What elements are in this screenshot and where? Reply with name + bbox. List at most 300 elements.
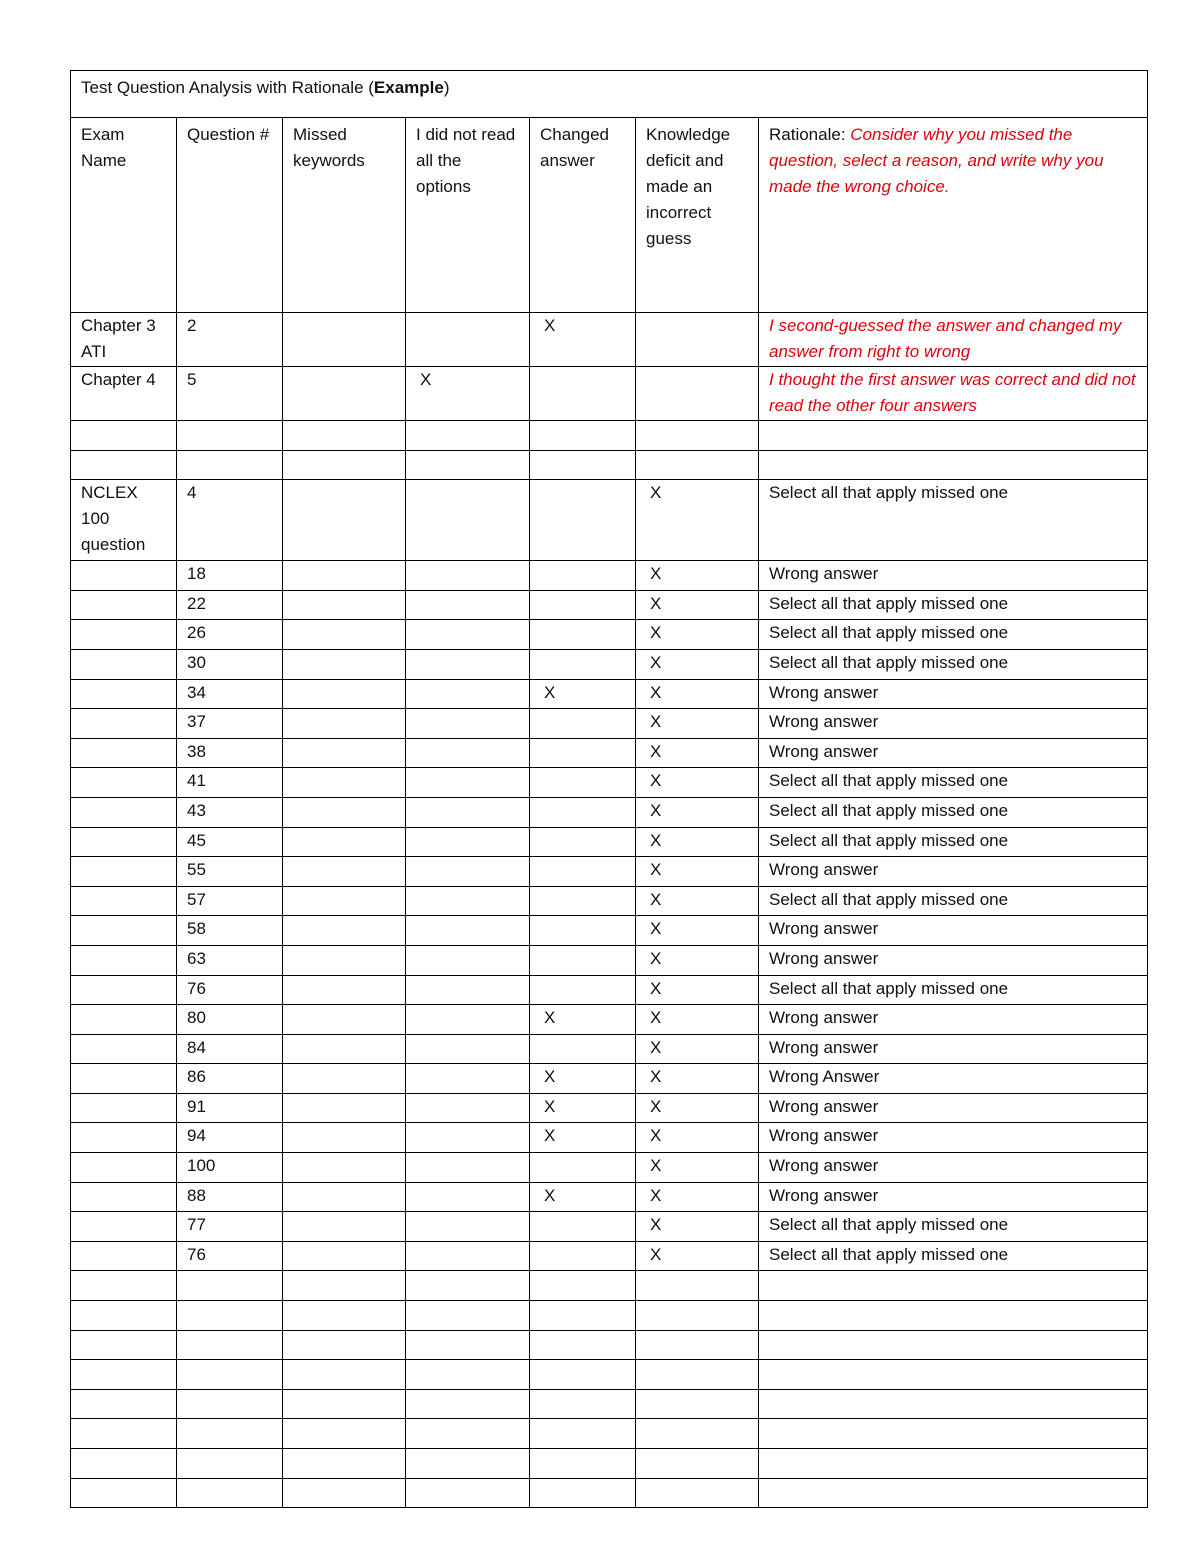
cell-did-not-read	[406, 797, 530, 827]
cell-knowledge-deficit: X	[636, 1064, 759, 1094]
cell-exam-name	[71, 1153, 177, 1183]
table-row	[71, 945, 1148, 975]
cell-rationale: Wrong answer	[759, 857, 1148, 887]
cell-exam-name	[71, 1212, 177, 1242]
cell-missed-keywords	[283, 590, 406, 620]
cell-exam-name	[71, 797, 177, 827]
table-body	[71, 71, 1148, 1508]
cell-knowledge-deficit: X	[636, 945, 759, 975]
cell-exam-name: Chapter 3 ATI	[71, 313, 177, 367]
cell-did-not-read	[406, 590, 530, 620]
cell-changed-answer	[530, 709, 636, 739]
cell-missed-keywords	[283, 857, 406, 887]
table-row	[71, 1182, 1148, 1212]
cell-rationale: Wrong answer	[759, 1093, 1148, 1123]
cell-changed-answer	[530, 738, 636, 768]
cell-knowledge-deficit: X	[636, 768, 759, 798]
cell-changed-answer	[530, 1301, 636, 1331]
cell-changed-answer	[530, 590, 636, 620]
table-row	[71, 1478, 1148, 1508]
cell-exam-name	[71, 679, 177, 709]
cell-knowledge-deficit: X	[636, 827, 759, 857]
cell-did-not-read	[406, 450, 530, 480]
cell-question: 77	[177, 1212, 283, 1242]
cell-knowledge-deficit	[636, 1330, 759, 1360]
cell-exam-name	[71, 916, 177, 946]
cell-did-not-read	[406, 1064, 530, 1094]
cell-did-not-read	[406, 1478, 530, 1508]
cell-rationale	[759, 1301, 1148, 1331]
cell-did-not-read	[406, 1005, 530, 1035]
cell-knowledge-deficit	[636, 450, 759, 480]
header-missed-keywords: Missed keywords	[283, 118, 406, 313]
cell-question: 94	[177, 1123, 283, 1153]
cell-knowledge-deficit	[636, 1301, 759, 1331]
table-row	[71, 313, 1148, 367]
cell-changed-answer	[530, 1212, 636, 1242]
cell-exam-name	[71, 1182, 177, 1212]
table-row	[71, 1123, 1148, 1153]
cell-exam-name	[71, 709, 177, 739]
cell-knowledge-deficit: X	[636, 857, 759, 887]
cell-rationale: Wrong answer	[759, 738, 1148, 768]
cell-rationale: Select all that apply missed one	[759, 649, 1148, 679]
cell-missed-keywords	[283, 945, 406, 975]
cell-did-not-read	[406, 1241, 530, 1271]
cell-did-not-read	[406, 709, 530, 739]
cell-missed-keywords	[283, 421, 406, 451]
table-row	[71, 1153, 1148, 1183]
cell-changed-answer	[530, 561, 636, 591]
cell-changed-answer	[530, 1241, 636, 1271]
cell-knowledge-deficit: X	[636, 975, 759, 1005]
cell-rationale: Select all that apply missed one	[759, 768, 1148, 798]
cell-changed-answer	[530, 975, 636, 1005]
cell-changed-answer	[530, 945, 636, 975]
cell-changed-answer	[530, 1449, 636, 1479]
cell-did-not-read	[406, 679, 530, 709]
cell-question: 43	[177, 797, 283, 827]
cell-did-not-read	[406, 1449, 530, 1479]
cell-exam-name	[71, 1123, 177, 1153]
table-row	[71, 367, 1148, 421]
cell-question: 76	[177, 975, 283, 1005]
cell-question	[177, 1419, 283, 1449]
table-row	[71, 827, 1148, 857]
cell-knowledge-deficit: X	[636, 1123, 759, 1153]
cell-question	[177, 1449, 283, 1479]
cell-missed-keywords	[283, 367, 406, 421]
cell-did-not-read	[406, 1389, 530, 1419]
cell-did-not-read	[406, 827, 530, 857]
cell-changed-answer: X	[530, 1123, 636, 1153]
cell-did-not-read	[406, 768, 530, 798]
cell-did-not-read: X	[406, 367, 530, 421]
cell-changed-answer	[530, 857, 636, 887]
cell-exam-name	[71, 1330, 177, 1360]
cell-missed-keywords	[283, 1034, 406, 1064]
cell-changed-answer	[530, 367, 636, 421]
cell-exam-name	[71, 1034, 177, 1064]
cell-missed-keywords	[283, 1360, 406, 1390]
table-row	[71, 1330, 1148, 1360]
cell-question	[177, 1389, 283, 1419]
cell-missed-keywords	[283, 738, 406, 768]
cell-rationale	[759, 1419, 1148, 1449]
cell-question: 4	[177, 480, 283, 561]
cell-missed-keywords	[283, 1182, 406, 1212]
cell-rationale	[759, 1478, 1148, 1508]
cell-exam-name	[71, 1449, 177, 1479]
cell-exam-name	[71, 1301, 177, 1331]
cell-rationale: Select all that apply missed one	[759, 827, 1148, 857]
cell-exam-name	[71, 827, 177, 857]
table-title	[71, 71, 1148, 118]
table-row	[71, 1064, 1148, 1094]
cell-missed-keywords	[283, 1153, 406, 1183]
cell-missed-keywords	[283, 768, 406, 798]
cell-missed-keywords	[283, 886, 406, 916]
cell-changed-answer	[530, 1330, 636, 1360]
cell-rationale: Wrong answer	[759, 1005, 1148, 1035]
title-suffix: )	[443, 78, 450, 97]
cell-did-not-read	[406, 1093, 530, 1123]
cell-rationale: Wrong answer	[759, 709, 1148, 739]
cell-missed-keywords	[283, 1330, 406, 1360]
cell-did-not-read	[406, 886, 530, 916]
cell-did-not-read	[406, 916, 530, 946]
cell-knowledge-deficit	[636, 313, 759, 367]
cell-did-not-read	[406, 1360, 530, 1390]
cell-missed-keywords	[283, 480, 406, 561]
cell-rationale: I second-guessed the answer and changed my answer from right to wrong	[759, 313, 1148, 367]
table-row	[71, 1360, 1148, 1390]
cell-did-not-read	[406, 620, 530, 650]
cell-did-not-read	[406, 857, 530, 887]
cell-question	[177, 1330, 283, 1360]
cell-question: 30	[177, 649, 283, 679]
cell-missed-keywords	[283, 1419, 406, 1449]
cell-rationale	[759, 421, 1148, 451]
cell-changed-answer	[530, 421, 636, 451]
title-row	[71, 71, 1148, 118]
cell-changed-answer	[530, 886, 636, 916]
rationale-label: Rationale:	[769, 125, 851, 144]
cell-question: 76	[177, 1241, 283, 1271]
cell-rationale	[759, 450, 1148, 480]
table-row	[71, 738, 1148, 768]
cell-question: 55	[177, 857, 283, 887]
cell-question: 2	[177, 313, 283, 367]
cell-question: 22	[177, 590, 283, 620]
cell-knowledge-deficit	[636, 1271, 759, 1301]
table-row	[71, 450, 1148, 480]
cell-question	[177, 1301, 283, 1331]
cell-did-not-read	[406, 421, 530, 451]
cell-changed-answer: X	[530, 679, 636, 709]
cell-question: 86	[177, 1064, 283, 1094]
header-knowledge-deficit: Knowledge deficit and made an incorrect guess	[636, 118, 759, 313]
cell-question: 38	[177, 738, 283, 768]
cell-knowledge-deficit	[636, 367, 759, 421]
cell-missed-keywords	[283, 1389, 406, 1419]
cell-exam-name	[71, 561, 177, 591]
cell-rationale: Select all that apply missed one	[759, 620, 1148, 650]
cell-exam-name: NCLEX 100 question	[71, 480, 177, 561]
cell-missed-keywords	[283, 1301, 406, 1331]
table-row	[71, 886, 1148, 916]
cell-changed-answer: X	[530, 1064, 636, 1094]
cell-rationale: Select all that apply missed one	[759, 975, 1148, 1005]
cell-question	[177, 421, 283, 451]
cell-exam-name	[71, 620, 177, 650]
cell-exam-name	[71, 1064, 177, 1094]
table-row	[71, 421, 1148, 451]
cell-knowledge-deficit: X	[636, 916, 759, 946]
cell-changed-answer	[530, 1153, 636, 1183]
cell-changed-answer	[530, 1360, 636, 1390]
table-row	[71, 561, 1148, 591]
cell-changed-answer	[530, 620, 636, 650]
cell-exam-name	[71, 421, 177, 451]
cell-changed-answer	[530, 1034, 636, 1064]
cell-missed-keywords	[283, 649, 406, 679]
table-row	[71, 590, 1148, 620]
cell-question: 18	[177, 561, 283, 591]
table-row	[71, 1212, 1148, 1242]
cell-exam-name	[71, 738, 177, 768]
cell-missed-keywords	[283, 1271, 406, 1301]
table-row	[71, 768, 1148, 798]
cell-changed-answer	[530, 649, 636, 679]
cell-missed-keywords	[283, 1005, 406, 1035]
cell-knowledge-deficit: X	[636, 1093, 759, 1123]
cell-question: 57	[177, 886, 283, 916]
header-row	[71, 118, 1148, 313]
cell-question: 37	[177, 709, 283, 739]
table-row	[71, 1449, 1148, 1479]
table-row	[71, 916, 1148, 946]
cell-knowledge-deficit: X	[636, 1034, 759, 1064]
cell-exam-name: Chapter 4	[71, 367, 177, 421]
cell-changed-answer: X	[530, 1182, 636, 1212]
cell-missed-keywords	[283, 679, 406, 709]
table-row	[71, 480, 1148, 561]
cell-rationale	[759, 1271, 1148, 1301]
cell-knowledge-deficit: X	[636, 620, 759, 650]
cell-missed-keywords	[283, 916, 406, 946]
cell-knowledge-deficit: X	[636, 709, 759, 739]
cell-rationale: Wrong answer	[759, 945, 1148, 975]
cell-knowledge-deficit: X	[636, 480, 759, 561]
cell-exam-name	[71, 450, 177, 480]
cell-rationale: Select all that apply missed one	[759, 1212, 1148, 1242]
cell-missed-keywords	[283, 1478, 406, 1508]
cell-knowledge-deficit: X	[636, 1005, 759, 1035]
cell-changed-answer	[530, 1271, 636, 1301]
cell-exam-name	[71, 1005, 177, 1035]
cell-missed-keywords	[283, 797, 406, 827]
document-page	[70, 70, 1147, 1508]
table-row	[71, 1301, 1148, 1331]
cell-rationale	[759, 1389, 1148, 1419]
cell-missed-keywords	[283, 1064, 406, 1094]
cell-missed-keywords	[283, 1123, 406, 1153]
cell-exam-name	[71, 975, 177, 1005]
header-question: Question #	[177, 118, 283, 313]
table-row	[71, 975, 1148, 1005]
cell-did-not-read	[406, 561, 530, 591]
cell-did-not-read	[406, 1301, 530, 1331]
cell-rationale: Wrong answer	[759, 561, 1148, 591]
cell-rationale: Select all that apply missed one	[759, 886, 1148, 916]
cell-question	[177, 450, 283, 480]
cell-did-not-read	[406, 1182, 530, 1212]
header-rationale	[759, 118, 1148, 313]
cell-rationale: Select all that apply missed one	[759, 1241, 1148, 1271]
cell-missed-keywords	[283, 561, 406, 591]
cell-question	[177, 1271, 283, 1301]
header-did-not-read: I did not read all the options	[406, 118, 530, 313]
cell-did-not-read	[406, 738, 530, 768]
cell-missed-keywords	[283, 709, 406, 739]
table-row	[71, 1419, 1148, 1449]
cell-did-not-read	[406, 975, 530, 1005]
cell-missed-keywords	[283, 313, 406, 367]
header-exam-name: Exam Name	[71, 118, 177, 313]
cell-exam-name	[71, 945, 177, 975]
cell-rationale: I thought the first answer was correct and did not read the other four answers	[759, 367, 1148, 421]
cell-knowledge-deficit: X	[636, 679, 759, 709]
table-row	[71, 679, 1148, 709]
table-row	[71, 1093, 1148, 1123]
cell-question: 100	[177, 1153, 283, 1183]
title-emphasis: Example	[373, 78, 444, 97]
cell-exam-name	[71, 1271, 177, 1301]
cell-knowledge-deficit: X	[636, 1212, 759, 1242]
cell-knowledge-deficit: X	[636, 738, 759, 768]
table-row	[71, 797, 1148, 827]
cell-question: 45	[177, 827, 283, 857]
cell-exam-name	[71, 649, 177, 679]
table-row	[71, 1389, 1148, 1419]
cell-did-not-read	[406, 1271, 530, 1301]
table-row	[71, 620, 1148, 650]
cell-question: 5	[177, 367, 283, 421]
cell-knowledge-deficit	[636, 421, 759, 451]
cell-missed-keywords	[283, 620, 406, 650]
cell-knowledge-deficit	[636, 1389, 759, 1419]
cell-knowledge-deficit: X	[636, 797, 759, 827]
cell-knowledge-deficit	[636, 1449, 759, 1479]
cell-changed-answer	[530, 916, 636, 946]
cell-missed-keywords	[283, 1241, 406, 1271]
header-changed-answer: Changed answer	[530, 118, 636, 313]
cell-changed-answer: X	[530, 1005, 636, 1035]
cell-question: 84	[177, 1034, 283, 1064]
analysis-table	[70, 70, 1148, 1508]
cell-changed-answer	[530, 480, 636, 561]
table-row	[71, 1271, 1148, 1301]
cell-exam-name	[71, 768, 177, 798]
cell-exam-name	[71, 1389, 177, 1419]
cell-exam-name	[71, 857, 177, 887]
cell-did-not-read	[406, 480, 530, 561]
cell-rationale	[759, 1449, 1148, 1479]
title-prefix: Test Question Analysis with Rationale (	[81, 78, 374, 97]
cell-question	[177, 1360, 283, 1390]
cell-question: 91	[177, 1093, 283, 1123]
cell-knowledge-deficit: X	[636, 590, 759, 620]
cell-knowledge-deficit: X	[636, 1182, 759, 1212]
table-row	[71, 1241, 1148, 1271]
cell-changed-answer	[530, 1389, 636, 1419]
cell-knowledge-deficit	[636, 1419, 759, 1449]
cell-did-not-read	[406, 313, 530, 367]
cell-did-not-read	[406, 945, 530, 975]
cell-did-not-read	[406, 1330, 530, 1360]
cell-did-not-read	[406, 1419, 530, 1449]
cell-changed-answer	[530, 768, 636, 798]
cell-exam-name	[71, 1241, 177, 1271]
cell-missed-keywords	[283, 450, 406, 480]
cell-question: 58	[177, 916, 283, 946]
cell-knowledge-deficit: X	[636, 1241, 759, 1271]
cell-knowledge-deficit: X	[636, 649, 759, 679]
cell-exam-name	[71, 590, 177, 620]
cell-question: 34	[177, 679, 283, 709]
cell-exam-name	[71, 886, 177, 916]
cell-missed-keywords	[283, 827, 406, 857]
cell-rationale: Wrong answer	[759, 1153, 1148, 1183]
cell-question	[177, 1478, 283, 1508]
cell-exam-name	[71, 1360, 177, 1390]
cell-knowledge-deficit: X	[636, 886, 759, 916]
cell-rationale: Select all that apply missed one	[759, 590, 1148, 620]
cell-changed-answer	[530, 1478, 636, 1508]
cell-question: 88	[177, 1182, 283, 1212]
cell-changed-answer: X	[530, 313, 636, 367]
cell-missed-keywords	[283, 1449, 406, 1479]
cell-knowledge-deficit	[636, 1478, 759, 1508]
cell-rationale: Wrong answer	[759, 1182, 1148, 1212]
cell-did-not-read	[406, 649, 530, 679]
table-row	[71, 1034, 1148, 1064]
cell-rationale: Wrong answer	[759, 1034, 1148, 1064]
cell-question: 41	[177, 768, 283, 798]
cell-did-not-read	[406, 1153, 530, 1183]
cell-rationale: Wrong answer	[759, 916, 1148, 946]
cell-question: 80	[177, 1005, 283, 1035]
cell-did-not-read	[406, 1123, 530, 1153]
cell-knowledge-deficit	[636, 1360, 759, 1390]
cell-question: 63	[177, 945, 283, 975]
cell-changed-answer	[530, 827, 636, 857]
cell-rationale	[759, 1330, 1148, 1360]
cell-changed-answer: X	[530, 1093, 636, 1123]
cell-changed-answer	[530, 1419, 636, 1449]
cell-rationale: Wrong Answer	[759, 1064, 1148, 1094]
cell-did-not-read	[406, 1212, 530, 1242]
rationale-hint: Consider why you missed the question, select a reason, and write why you made the wrong choice.	[769, 125, 1104, 196]
cell-knowledge-deficit: X	[636, 561, 759, 591]
table-row	[71, 709, 1148, 739]
cell-rationale: Select all that apply missed one	[759, 797, 1148, 827]
table-row	[71, 857, 1148, 887]
cell-rationale	[759, 1360, 1148, 1390]
table-row	[71, 649, 1148, 679]
cell-missed-keywords	[283, 975, 406, 1005]
